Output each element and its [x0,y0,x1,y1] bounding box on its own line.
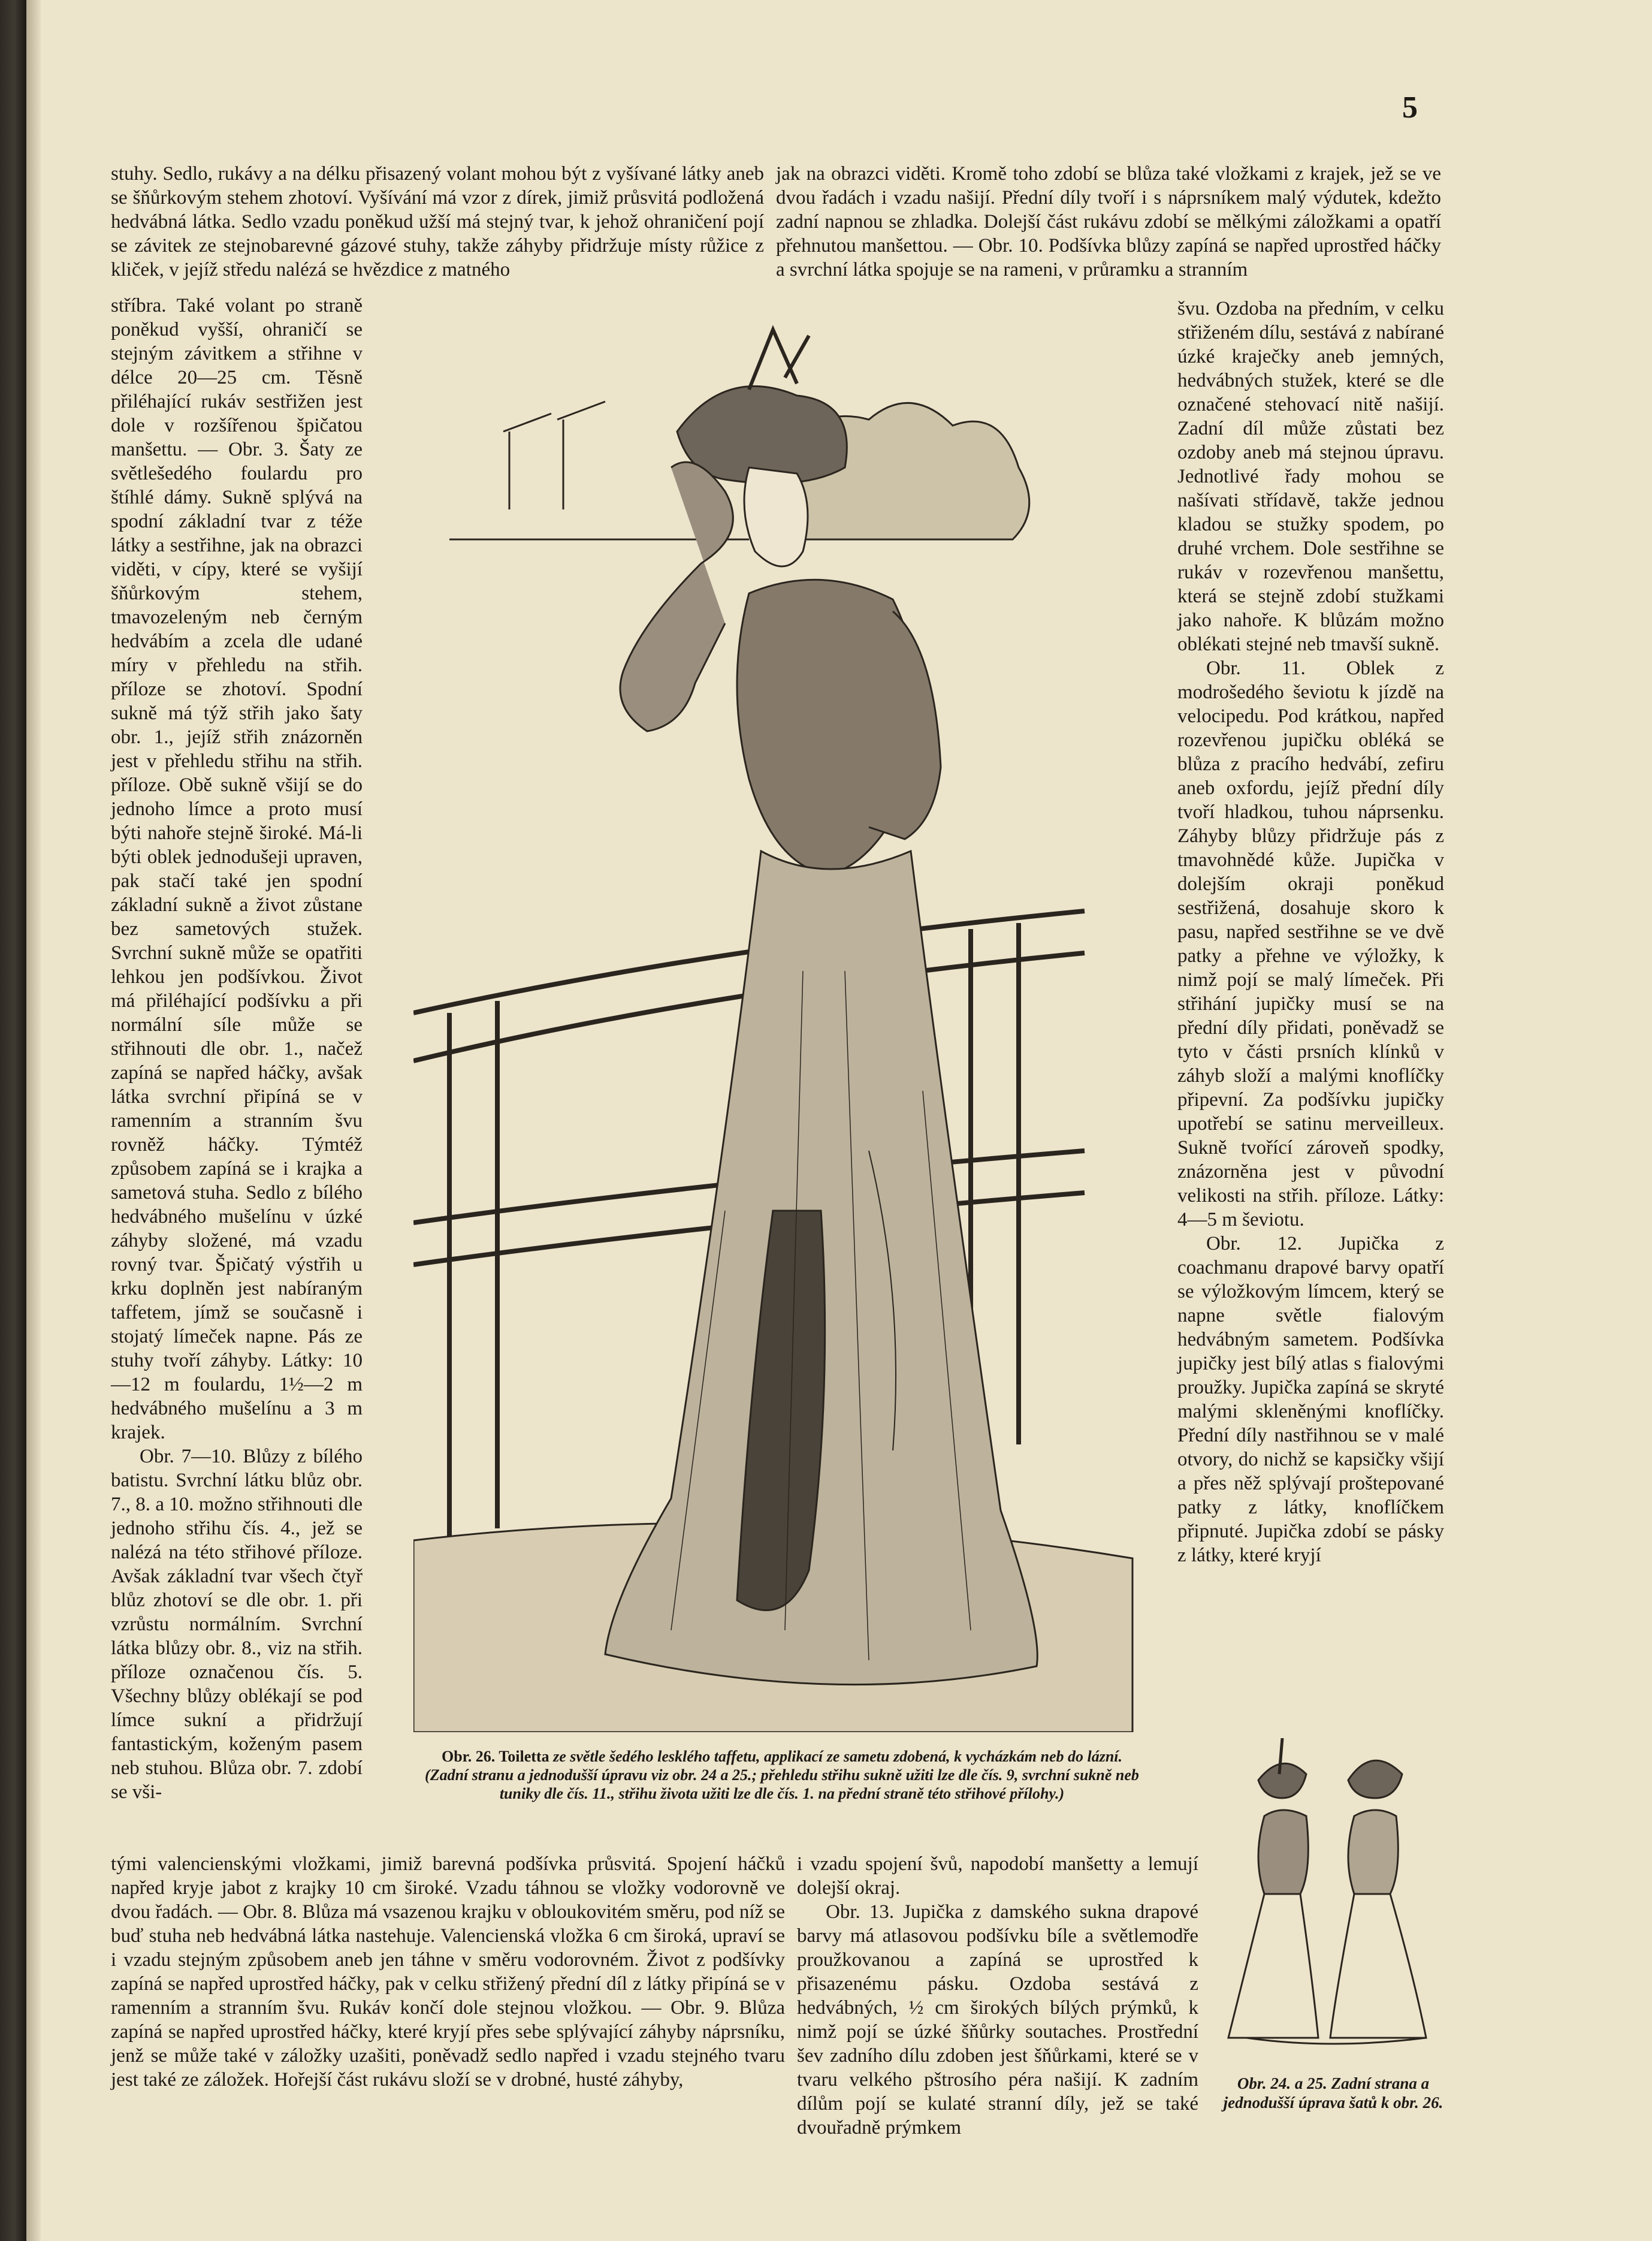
paragraph: i vzadu spojení švů, napodobí manšetty a lemují dolejší okraj. [797,1853,1198,1899]
text-right-column [1177,297,1444,1567]
text-bottom-left [111,1852,785,2092]
paragraph: Obr. 7—10. Blůzy z bílého batistu. Svrchní látku blůz obr. 7., 8. a 10. možno střihnouti dle jednoho střihu čís. 4., jež se nalézá na této střihové příloze. Avšak základní tvar všech čtyř blůz zhotoví se dle obr. 1. při vzrůstu normálním. Svrchní látka blůzy obr. 8., viz na střih. příloze označenou čís. 5. Všechny blůzy oblékají se pod límce sukní a přidržují fantastickým, koženým pasem neb stuhou. Blůza obr. 7. zdobí se vši- [111,1446,363,1803]
figure-caption-small: Obr. 24. a 25. Zadní strana a jednodušší úprava šatů k obr. 26. [1223,2074,1443,2112]
paragraph: stříbra. Také volant po straně poněkud vyšší, ohraničí se stejným závitkem a střihne v délce 20—25 cm. Těsně přiléhající rukáv sestřižen jest dole v rozšířenou špičatou manšettu. — Obr. 3. Šaty ze světlešedého foulardu pro štíhlé dámy. Sukně splývá na spodní základní tvar z téže látky a sestřihne, jak na obrazci viděti, v cípy, které se vyšijí šňůrkovým stehem, tmavozeleným neb černým hedvábím a zcela dle udané míry v přehledu na střih. příloze se zhotoví. Spodní sukně má týž střih jako šaty obr. 1., jejíž střih znázorněn jest v přehledu střihu na střih. příloze. Obě sukně všijí se do jednoho límce a proto musí býti nahoře stejně široké. Má-li býti oblek jednodušeji upraven, pak stačí také jen spodní základní sukně a život zůstane bez sametových stužek. Svrchní sukně může se opatřiti lehkou jen podšívkou. Život má přiléhající podšívku a při normální síle může se střihnouti dle obr. 1., načež zapíná se napřed háčky, avšak látka svrchní připíná se v ramenním a stranním švu rovněž háčky. Týmtéž způsobem zapíná se i krajka a sametová stuha. Sedlo z bílého hedvábného mušelínu v úzké záhyby složené, má vzadu rovný tvar. Špičatý výstřih u krku doplněn jest nabíraným taffetem, jímž se současně i stojatý límeček napne. Pás ze stuhy tvoří záhyby. Látky: 10—12 m foulardu, 1½—2 m hedvábného mušelínu a 3 m krajek. [111,295,363,1443]
paragraph: švu. Ozdoba na předním, v celku střiženém dílu, sestává z nabírané úzké kraječky aneb jemných, hedvábných stužek, které se dle označené stehovací nitě našijí. Zadní díl může zůstati bez ozdoby aneb má stejnou úpravu. Jednotlivé řady mohou se našívati střídavě, takže jednou kladou se stužky spodem, po druhé vrchem. Dole sestřihne se rukáv v rozevřenou manšettu, která se stejně zdobí stužkami jako nahoře. K blůzám možno oblékati stejné neb tmavší sukně. [1177,298,1444,655]
figure-caption-main [419,1747,1144,1803]
paragraph: Obr. 13. Jupička z damského sukna drapové barvy má atlasovou podšívku bíle a světlemodře proužkovanou a zapíná se uprostřed k přisazenému pásku. Ozdoba sestává z hedvábných, ½ cm širokých bílých prýmků, k nimž pojí se úzké šňůrky soutaches. Prostřední šev zadního dílu zdoben jest šňůrkami, které se v tvaru velkého pštrosího péra našijí. K zadním dílům pojí se kulaté stranní díly, jež se také dvouřadně prýmkem [797,1901,1198,2139]
text-left-column [111,294,363,1804]
page-edge-shadow [26,0,41,2241]
fashion-illustration [413,312,1156,1732]
paragraph: Obr. 12. Jupička z coachmanu drapové barvy opatří se výložkovým límcem, který se napne světle fialovým hedvábným sametem. Podšívka jupičky jest bílý atlas s fialovými proužky. Jupička zapíná se skryté malými skleněnými knoflíčky. Přední díly nastřihnou se v malé otvory, do nichž se kapsičky všijí a přes něž splývají proštepované patky z látky, knoflíčkem připnuté. Jupička zdobí se pásky z látky, které kryjí [1177,1233,1444,1566]
book-binding [0,0,26,2241]
page-number: 5 [1402,91,1418,125]
paragraph: Obr. 11. Oblek z modrošedého ševiotu k jízdě na velocipedu. Pod krátkou, napřed rozevřenou jupičku obléká se blůza z pracího hedvábí, zefiru aneb oxfordu, jejíž přední díly tvoří hladkou, tuhou náprsenku. Záhyby blůzy přidržuje pás z tmavohnědé kůže. Jupička v dolejším okraji poněkud sestřižená, dosahuje skoro k pasu, napřed sestřihne se ve dvě patky a přehne ve výložky, k nimž pojí se malý límeček. Při střihání jupičky musí se na přední díly přidati, poněvadž se tyto v části prsních klínků v záhyb složí a malými knoflíčky připevní. Za podšívku jupičky upotřebí se satinu merveilleux. Sukně tvořící zároveň spodky, znázorněna jest v původní velikosti na střih. příloze. Látky: 4—5 m ševiotu. [1177,657,1444,1230]
text-top-right [776,162,1441,282]
caption-lead: Obr. 26. Toiletta [441,1748,549,1765]
raised-arm [620,462,733,731]
text-top-left [111,162,764,282]
head [744,467,808,566]
ship-masts [503,402,605,509]
text-bottom-middle [797,1852,1198,2140]
small-fashion-illustration [1222,1738,1438,2050]
paragraph: stuhy. Sedlo, rukávy a na délku přisazený volant mohou být z vyšívané látky aneb se šňůrkovým stehem zhotoví. Vyšívání má vzor z dírek, jimiž průsvitá podložená hedvábná látka. Sedlo vzadu poněkud užší má stejný tvar, k jehož ohraničení pojí se závitek ze stejnobarevné gázové stuhy, takže záhyby přidržuje místy růžice z kliček, v jejíž středu nalézá se hvězdice z matného [111,163,764,280]
paragraph: tými valencienskými vložkami, jimiž barevná podšívka průsvitá. Spojení háčků napřed kryje jabot z krajky 10 cm široké. Vzadu táhnou se vložky vodorovně ve dvou řadách. — Obr. 8. Blůza má vsazenou krajku v obloukovitém směru, pod níž se buď stuha neb hedvábná látka nastehuje. Valencienská vložka 6 cm široká, upraví se i vzadu stejným způsobem aneb jen táhne v směru vodorovném. Život z podšívky zapíná se napřed uprostřed háčky, pak v celku střižený přední díl z látky připíná se v ramenním a stranním švu. Rukáv končí dole stejnou vložkou. — Obr. 9. Blůza zapíná se napřed uprostřed háčky, které kryjí přes sebe splývající záhyby náprsníku, jenž se může také v záložky uzašiti, poněvadž sedlo napřed i vzadu stejného tvaru jest také ze záložek. Hořejší část rukávu složí se v drobné, husté záhyby, [111,1853,785,2091]
caption-text: ze světle šedého lesklého taffetu, applikací ze sametu zdobená, k vycházkám neb do lázní. (Zadní stranu a jednodušší úpravu viz obr. 24 a 25.; přehledu střihu sukně užiti lze dle čís. 9, svrchní sukně neb tuniky dle čís. 11., střihu života užiti lze dle čís. 1. na přední straně této střihové přílohy.) [425,1748,1139,1802]
hat-feathers [749,330,809,390]
paragraph: jak na obrazci viděti. Kromě toho zdobí se blůza také vložkami z krajek, jež se ve dvou řadách i vzadu našijí. Přední díly tvoří i s náprsníkem malý výdutek, kdežto zadní napnou se zhladka. Dolejší část rukávu zdobí se mělkými záložkami a opatří přehnutou manšettou. — Obr. 10. Podšívka blůzy zapíná se napřed uprostřed háčky a svrchní látka spojuje se na rameni, v průramku a stranním [776,163,1441,280]
